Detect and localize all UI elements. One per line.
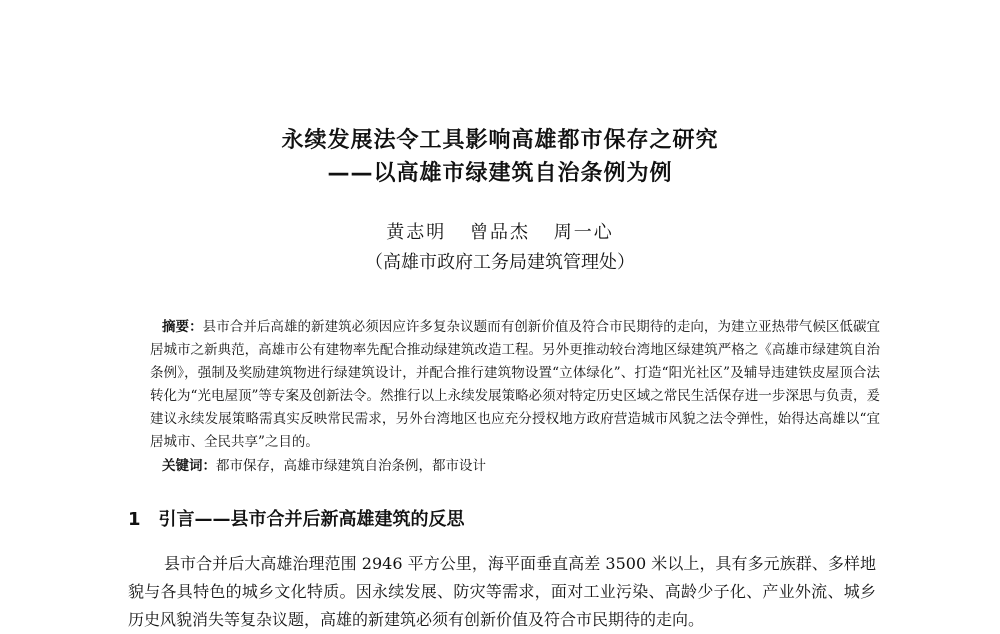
- section-number: 1: [128, 509, 141, 530]
- affiliation: （高雄市政府工务局建筑管理处）: [365, 252, 635, 273]
- body-paragraph: 县市合并后大高雄治理范围 2946 平方公里，海平面垂直高差 3500 米以上，具有多元族群、多样地貌与各具特色的城乡文化特质。因永续发展、防灾等需求，面对工业污染、高龄少子化、产业外流、城乡历史风貌消失等复杂议题，高雄的新建筑必须有创新价值及符合市民期待的走向。: [128, 554, 876, 629]
- abstract: [150, 316, 880, 454]
- section-title: 引言——县市合并后新高雄建筑的反思: [158, 509, 465, 530]
- keywords-label: 关键词：: [162, 458, 216, 474]
- author-name: 黄志明: [386, 222, 447, 243]
- paper-subtitle: ——以高雄市绿建筑自治条例为例: [327, 161, 673, 186]
- paper-title: 永续发展法令工具影响高雄都市保存之研究: [281, 128, 719, 153]
- keywords-text: 都市保存，高雄市绿建筑自治条例，都市设计: [216, 458, 486, 474]
- abstract-text: 县市合并后高雄的新建筑必须因应许多复杂议题而有创新价值及符合市民期待的走向，为建立亚热带气候区低碳宜居城市之新典范，高雄市公有建物率先配合推动绿建筑改造工程。另外更推动较台湾地区绿建筑严格之《高雄市绿建筑自治条例》，强制及奖励建筑物进行绿建筑设计，并配合推行建筑物设置“立体绿化”、打造“阳光社区”及辅导违建铁皮屋顶合法转化为“光电屋顶”等专案及创新法令。然推行以上永续发展策略必须对特定历史区域之常民生活保存进一步深思与负责，爰建议永续发展策略需真实反映常民需求，另外台湾地区也应充分授权地方政府营造城市风貌之法令弹性，始得达高雄以“宜居城市、全民共享”之目的。: [150, 319, 881, 450]
- abstract-label: 摘要：: [162, 319, 203, 335]
- author-name: 周一心: [553, 222, 614, 243]
- author-name: 曾品杰: [470, 222, 530, 243]
- section-heading: [128, 505, 465, 531]
- keywords: [162, 454, 486, 474]
- author-list: [0, 218, 1000, 244]
